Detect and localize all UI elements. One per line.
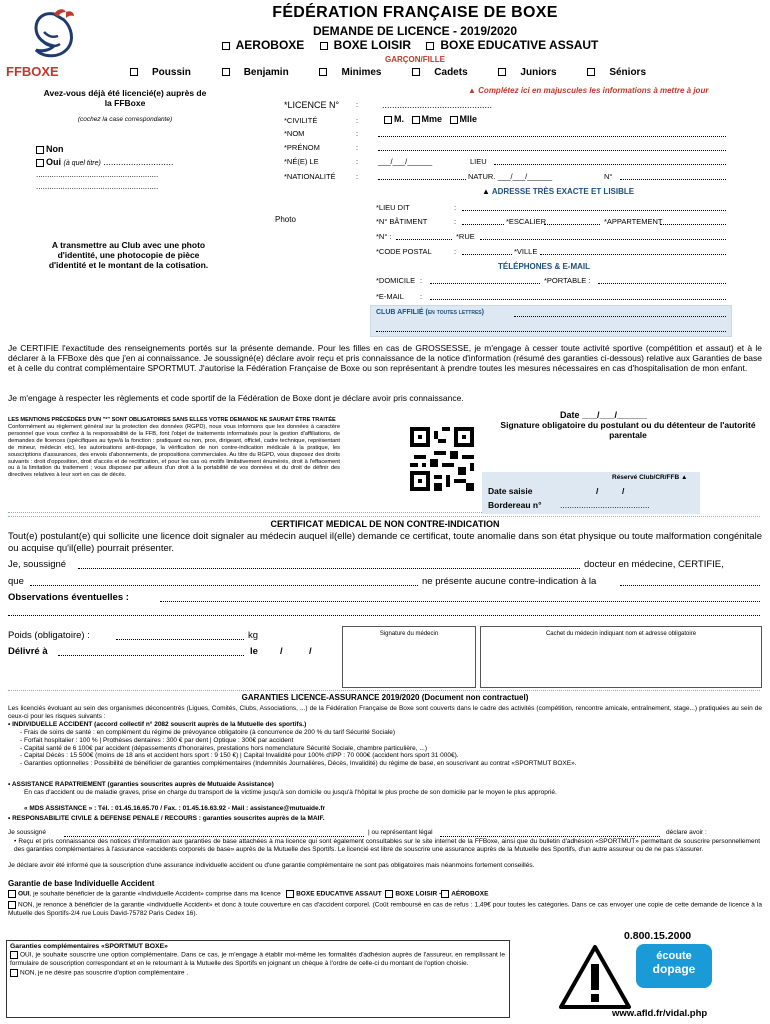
garanties-intro: Les licenciés évoluant au sein des organismes déconcentrés (Ligues, Comités, Clubs, Associations, ...) de la Fédération Française de Boxe sont couverts dans le cadre des activités (compétition, rencontre amicale, entraînement, stage...) pratiquées au sein de ceux-ci pour les risques suivants : <box>8 705 762 720</box>
ville-label: *VILLE <box>514 247 538 256</box>
mentions-title: LES MENTIONS PRÉCÉDÉES D'UN "*" SONT OBLIGATOIRES SANS ELLES VOTRE DEMANDE NE SAURAIT ÊTRE TRAITÉE <box>8 417 336 423</box>
nom-label: *NOM <box>284 129 305 138</box>
que-label: que <box>8 576 24 587</box>
numero-label: *N° : <box>376 232 392 241</box>
naissance-date-field[interactable]: ___/___/______ <box>378 157 433 166</box>
age-juniors[interactable]: Juniors <box>498 67 570 78</box>
rue-field[interactable] <box>480 239 726 240</box>
complementaires-box <box>6 940 510 1018</box>
hint-text: (cochez la case correspondante) <box>77 116 173 123</box>
mentions-body: Conformément au règlement général sur la protection des données (RGPD), nous vous informons que les données à caractère personnel que vous confiez à la responsabilité de la FFB, font l'objet de traitements informatisés pour la gestion d'affiliations, de demandes de licences (spécifiques au type/à la fonction : pratiquant ou non, pros, dirigeant, officiel, cadre technique, représentant de mineur, médecin etc), les autorisations anti-dopage, la vérification de non contre-indication médicale à la pratique, les souscriptions d'assurances, des envois d'abonnements, de propositions commerciales. Au titre du RGPD, vous disposez des droits suivants : droit d'opposition, droit d'accès et de rectification, et pour les cas où motifs limitativement énumérés, droit à l'effacement ou à la limitation du traitement ; vous disposez par ailleurs d'un droit à la portabilité de vos données et du droit de définir des directives relatives à leur sort en cas de décès. <box>8 424 340 479</box>
observations-label: Observations éventuelles : <box>8 592 129 603</box>
oui-line-2: ....................................................... <box>36 170 159 179</box>
age-poussin[interactable]: Poussin <box>130 67 205 78</box>
bordereau-field[interactable]: ...................................... <box>560 500 650 510</box>
recu-text: • Reçu et pris connaissance des notices d'information aux garanties de base attachées à ma licence qui sont également consultables sur le site internet de la FFBoxe, ainsi que du bulletin d'adhésion «SPORTMUT» permettant de souscrire personnellement des garanties complémentaires à l'assurance «accidents corporels de base» auprès de la Mutuelle des Sportifs. Le licencié est libre de souscrire une assurance auprès de la Mutuelle des Sportifs, d'un autre assureur ou de ne pas s'assurer. <box>14 838 760 853</box>
numero-field[interactable] <box>396 239 452 240</box>
checkbox-icon[interactable] <box>441 890 449 898</box>
escalier-field[interactable] <box>544 224 600 225</box>
soussigne-label: Je, soussigné <box>8 559 67 570</box>
nationalite-label: *NATIONALITÉ <box>284 172 336 181</box>
address-heading: ▲ ADRESSE TRÈS EXACTE ET LISIBLE <box>482 187 635 196</box>
list-item: - Frais de soins de santé : en complément du régime de prévoyance obligatoire (à concurrence de 200 % du tarif Sécurité Sociale) <box>20 729 396 736</box>
club-field-1[interactable] <box>514 316 726 317</box>
observations-field-1[interactable] <box>160 601 760 602</box>
option-non[interactable]: Non <box>36 144 64 154</box>
licence-type-options <box>150 38 670 52</box>
date-saisie-label: Date saisie <box>488 486 533 496</box>
licence-number-label: *LICENCE N° <box>284 100 340 110</box>
signature-date[interactable]: Date ___/___/______ <box>560 410 648 420</box>
phones-heading: TÉLÉPHONES & E-MAIL <box>498 262 591 271</box>
poids-label: Poids (obligatoire) : <box>8 630 90 641</box>
gbi-oui-option[interactable]: OUI, je souhaite bénéficier de la garantie «Individuelle Accident» comprise dans ma licence BOXE EDUCATIVE ASSAUT BOXE LOISIR - AÉROBOXE <box>8 890 488 899</box>
delivre-date-field[interactable]: / / <box>280 646 312 657</box>
comp-heading: Garanties complémentaires «SPORTMUT BOXE» <box>10 943 168 950</box>
afld-link[interactable]: www.afld.fr/vidal.php <box>612 1008 708 1019</box>
rooster-icon <box>14 6 94 64</box>
ne-presente-label: ne présente aucune contre-indication à la <box>422 576 597 587</box>
update-notice: ▲ Complétez ici en majuscules les informations à mettre à jour <box>468 86 709 95</box>
type-aeroboxe[interactable]: AEROBOXE <box>219 38 308 52</box>
rapatriement-text: En cas d'accident ou de maladie graves, prise en charge du transport de la victime jusqu'à son domicile ou jusqu'à l'hôpital le plus proche de son domicile par le moyen le plus approprié. <box>24 789 557 796</box>
domicile-label: *DOMICILE <box>376 276 416 285</box>
option-oui[interactable]: Oui (à quel titre) ............................ <box>36 157 173 167</box>
warning-triangle-icon <box>558 944 632 1012</box>
age-benjamin[interactable]: Benjamin <box>222 67 303 78</box>
certificat-title: CERTIFICAT MEDICAL DE NON CONTRE-INDICATION <box>270 519 500 529</box>
type-boxe-loisir[interactable]: BOXE LOISIR <box>317 38 414 52</box>
oui-line-3: ....................................................... <box>36 182 159 191</box>
lieu-dit-label: *LIEU DIT <box>376 203 410 212</box>
discipline-field[interactable] <box>620 585 760 586</box>
ia-heading: • INDIVIDUELLE ACCIDENT (accord collectif n° 2082 souscrit auprès de la Mutuelle des sportifs.) <box>8 721 307 728</box>
delivre-field[interactable] <box>58 655 244 656</box>
page-subtitle: DEMANDE DE LICENCE - 2019/2020 <box>312 24 518 38</box>
cachet-box[interactable] <box>480 626 762 688</box>
n-field[interactable] <box>620 179 726 180</box>
checkbox-icon[interactable] <box>320 42 328 50</box>
ffboxe-logo <box>14 6 104 66</box>
age-cadets[interactable]: Cadets <box>412 67 481 78</box>
docteur-label: docteur en médecine, CERTIFIE, <box>584 559 724 570</box>
le-label: le <box>250 646 258 657</box>
declare2-text: Je déclare avoir été informé que la souscription d'une assurance individuelle accident ou d'une garantie complémentaire ne sont pas obligatoires mais néanmoins fortement conseillés. <box>8 862 535 869</box>
list-item: - Forfait hospitalier : 100 % | Prothèses dentaires : 300 € par dent | Optique : 300€ par accident <box>20 736 294 744</box>
representant-label: | ou représentant légal <box>368 829 433 836</box>
type-boxe-educative[interactable]: BOXE EDUCATIVE ASSAUT <box>423 38 601 52</box>
civilite-options <box>384 114 477 124</box>
appartement-field[interactable] <box>660 224 726 225</box>
civ-mme[interactable]: Mme <box>412 114 443 124</box>
que-field[interactable] <box>30 585 418 586</box>
transmit-instructions: A transmettre au Club avec une photo d'identité, une photocopie de pièce d'identité et le montant de la cotisation. <box>48 240 209 270</box>
mds-contact: « MDS ASSISTANCE » : Tél. : 01.45.16.65.70 / Fax. : 01.45.16.63.92 - Mail : assistance@mutuaide.fr <box>24 805 326 812</box>
ville-field[interactable] <box>540 254 726 255</box>
list-item: - Garanties optionnelles : Possibilité de bénéficier de garanties complémentaires (Indemnités Journalières, Décès, Invalidité) du régime de base, en souscrivant au contrat «SPORTMUT BOXE». <box>20 760 577 768</box>
natur-label: NATUR. <box>468 172 496 181</box>
certify-text: Je CERTIFIE l'exactitude des renseignements portés sur la présente demande. Pour les filles en cas de GROSSESSE, je m'engage à cesser toute activité sportive (compétition et assaut) et à le déclarer à la FFBoxe dès que j'en ai connaissance. Je soussigné(e) déclare avoir reçu et pris connaissance de la notice d'information (résumé des garanties ci-dessous) relative aux Garanties de base et à celle du contrat complémentaire SPORTMUT. J'autorise la Fédération Française de Boxe ou son représentant à prendre toutes les mesures nécessaires en cas d'hospitalisation de mon enfant. <box>8 343 762 373</box>
gbi-non-option[interactable]: NON, je renonce à bénéficier de la garantie «individuelle Accident» et donc à toute couverture en cas d'accident corporel. (Coût remboursé en cas de refus : 1,49€ pour toutes les catégories. Dans ce cas envoyer une copie de cette demande de licence à la Mutuelle des Sportifs-2/4 rue Louis David-75782 Paris Cedex 16). <box>8 901 762 917</box>
medecin-signature-label: Signature du médecin <box>379 631 439 637</box>
appartement-label: *APPARTEMENT <box>604 217 663 226</box>
age-category-options <box>130 67 770 78</box>
certificat-intro: Tout(e) postulant(e) qui sollicite une licence doit signaler au médecin auquel il(elle) demande ce certificat, toute anomalie dans son état physique ou toute malformation congénitale ou acquise qu'il(elle) pourrait présenter. <box>8 531 762 554</box>
ia-list <box>20 729 760 768</box>
previous-licence-question: Avez-vous déjà été licencié(e) auprès de la FFBoxe <box>43 88 207 108</box>
separator <box>8 516 760 517</box>
prenom-field[interactable] <box>378 150 726 151</box>
medecin-signature-box[interactable] <box>342 626 476 688</box>
dopage-phone[interactable]: 0.800.15.2000 <box>624 930 692 942</box>
list-item: - Capital santé de 6 100€ par accident (dépassements d'honoraires, prestations hors nomenclature Sécurité Sociale, chambre particulière, ...) <box>20 744 427 752</box>
separator <box>8 690 760 691</box>
checkbox-icon[interactable] <box>222 42 230 50</box>
reserved-label: Réservé Club/CR/FFB ▲ <box>612 474 688 481</box>
ecoute-dopage-badge[interactable]: écoute dopage <box>636 944 712 988</box>
rue-label: *RUE <box>456 232 475 241</box>
portable-label: *PORTABLE : <box>544 276 591 285</box>
warning-icon: ▲ <box>482 187 490 196</box>
page-title: FÉDÉRATION FRANÇAISE DE BOXE <box>272 4 558 21</box>
domicile-field[interactable] <box>430 283 540 284</box>
warning-icon: ▲ <box>681 474 688 481</box>
licence-number-field[interactable]: ............................................ <box>382 100 493 110</box>
rc-heading: • RESPONSABILITE CIVILE & DEFENSE PENALE / RECOURS : garanties souscrites auprès de la MAIF. <box>8 815 325 822</box>
representant-field[interactable] <box>440 836 660 837</box>
rapatriement-heading: • ASSISTANCE RAPATRIEMENT (garanties souscrites auprès de Mutuaide Assistance) <box>8 781 274 788</box>
prenom-label: *PRÉNOM <box>284 143 320 152</box>
delivre-label: Délivré à <box>8 646 48 657</box>
email-label: *E-MAIL <box>376 292 404 301</box>
comp-oui-option[interactable]: OUI, je souhaite souscrire une option complémentaire. Dans ce cas, je m'engage à établir moi-même les formalités d'adhésion auprès de l'assureur, en remplissant le formulaire de souscription correspondant et en le retournant à la Mutuelle des Sportifs en joignant un chèque à l'ordre de celle-ci du montant de l'option choisie. <box>10 951 505 967</box>
natur-field[interactable]: ___/___/______ <box>498 172 553 181</box>
checkbox-icon[interactable] <box>385 890 393 898</box>
logo-text: FFBOXE <box>6 64 59 79</box>
naissance-label: *NÉ(E) LE <box>284 157 319 166</box>
civ-mlle[interactable]: Mlle <box>450 114 478 124</box>
lieu-field[interactable] <box>494 164 726 165</box>
batiment-field[interactable] <box>462 224 504 225</box>
lieu-label: LIEU <box>470 157 487 166</box>
nationalite-field[interactable] <box>378 179 466 180</box>
gbi-heading: Garantie de base Individuelle Accident <box>8 879 155 888</box>
poids-field[interactable] <box>116 639 244 640</box>
declare-label: déclare avoir : <box>666 829 707 836</box>
age-minimes[interactable]: Minimes <box>319 67 395 78</box>
soussigne-field[interactable] <box>78 568 580 569</box>
nom-field[interactable] <box>378 136 726 137</box>
signature-label: Signature obligatoire du postulant ou du détenteur de l'autorité parentale <box>500 420 756 440</box>
lieu-dit-field[interactable] <box>462 210 726 211</box>
comp-non-option[interactable]: NON, je ne désire pas souscrire d'option complémentaire . <box>10 969 505 978</box>
garanties-title: GARANTIES LICENCE-ASSURANCE 2019/2020 (Document non contractuel) <box>241 693 529 702</box>
checkbox-icon[interactable] <box>286 890 294 898</box>
warning-icon: ▲ <box>468 86 476 95</box>
civilite-label: *CIVILITÉ <box>284 116 318 125</box>
photo-label: Photo <box>275 215 296 224</box>
n-label: N° <box>604 172 613 181</box>
checkbox-icon[interactable] <box>426 42 434 50</box>
gender-label: GARÇON/FILLE <box>385 55 445 64</box>
code-postal-label: *CODE POSTAL <box>376 247 432 256</box>
cachet-label: Cachet du médecin indiquant nom et adresse obligatoire <box>545 631 697 637</box>
batiment-label: *N° BÂTIMENT <box>376 217 428 226</box>
code-postal-field[interactable] <box>462 254 512 255</box>
qr-code-icon <box>410 427 474 491</box>
list-item: - Capital Décès : 15 500€ (moins de 18 ans et accident hors sport : 9 150 €) | Capital Invalidité pour 100% d'IPP : 70 000€ (accident hors sport 31 000€). <box>20 752 459 760</box>
age-seniors[interactable]: Séniors <box>587 67 660 78</box>
email-field[interactable] <box>430 299 726 300</box>
kg-label: kg <box>248 630 259 641</box>
civ-m[interactable]: M. <box>384 114 404 124</box>
escalier-label: *ESCALIER <box>506 217 547 226</box>
club-field-2[interactable] <box>376 331 726 332</box>
je-soussigne-field[interactable] <box>64 836 364 837</box>
bordereau-label: Bordereau n° <box>488 500 542 510</box>
qr-code[interactable] <box>410 427 474 491</box>
club-label: CLUB AFFILIÉ (en toutes lettres) <box>376 309 484 316</box>
observations-field-2[interactable] <box>8 615 760 616</box>
je-soussigne-label: Je soussigné <box>8 829 46 836</box>
certify-text-2: Je m'engage à respecter les règlements et code sportif de la Fédération de Boxe dont je déclare avoir pris connaissance. <box>8 393 464 403</box>
portable-field[interactable] <box>598 283 726 284</box>
date-saisie-field[interactable]: / / <box>596 486 625 496</box>
